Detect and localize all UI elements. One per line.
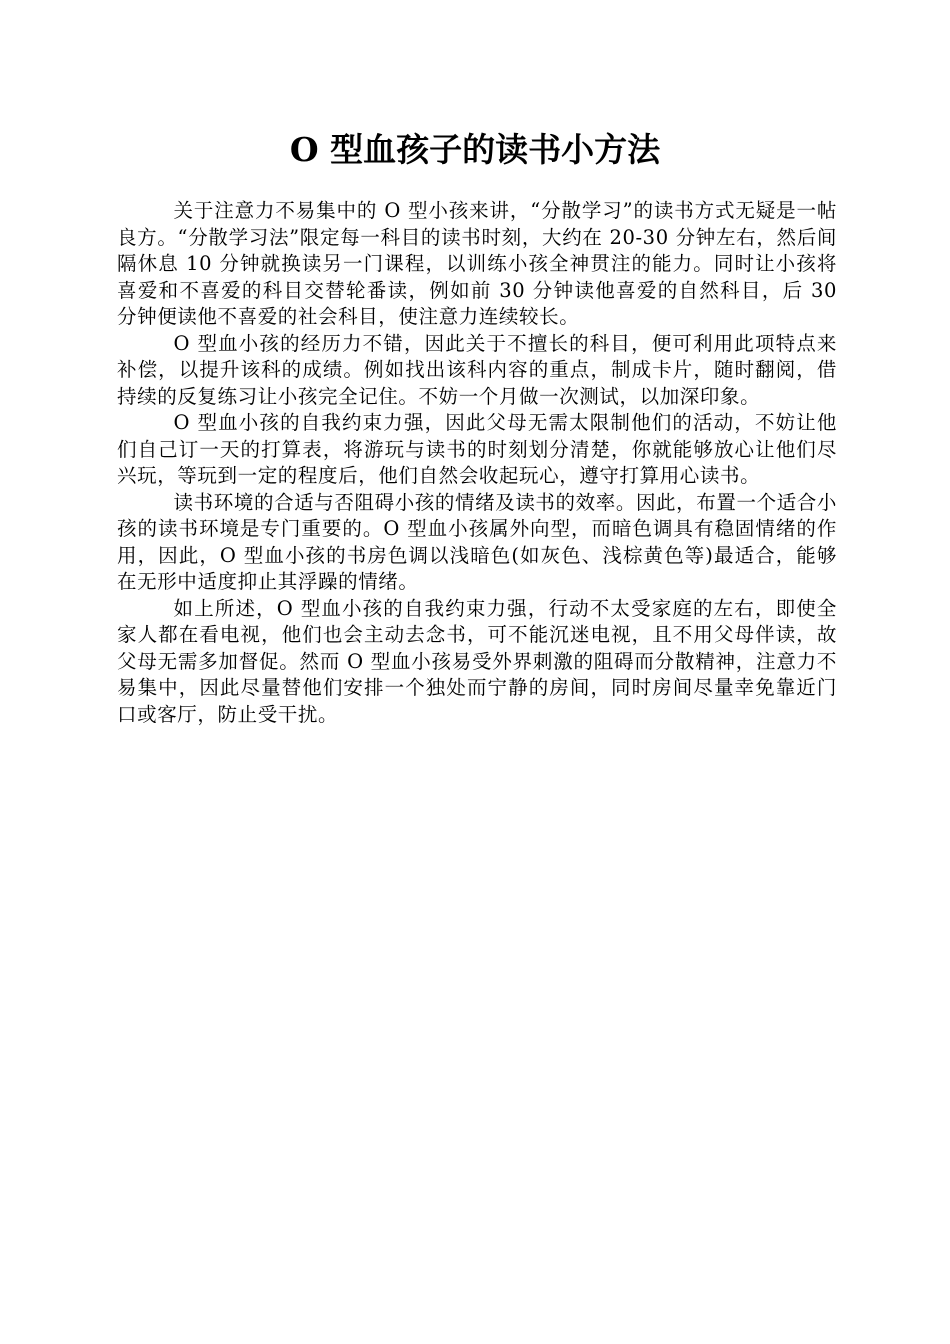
document-title: O 型血孩子的读书小方法 — [289, 130, 661, 169]
paragraph: 读书环境的合适与否阻碍小孩的情绪及读书的效率。因此，布置一个适合小孩的读书环境是专门重要的。O 型血小孩属外向型，而暗色调具有稳固情绪的作用，因此，O 型血小孩的书房色调以浅暗色(如灰色、浅棕黄色等)最适合，能够在无形中适度抑止其浮躁的情绪。 — [117, 490, 837, 593]
paragraph: 如上所述，O 型血小孩的自我约束力强，行动不太受家庭的左右，即使全家人都在看电视，他们也会主动去念书，可不能沉迷电视，且不用父母伴读，故父母无需多加督促。然而 O 型血小孩易受外界刺激的阻碍而分散精神，注意力不易集中，因此尽量替他们安排一个独处而宁静的房间，同时房间尽量幸免靠近门口或客厅，防止受干扰。 — [117, 596, 837, 726]
paragraph: 关于注意力不易集中的 O 型小孩来讲，“分散学习”的读书方式无疑是一帖良方。“分散学习法”限定每一科目的读书时刻，大约在 20-30 分钟左右，然后间隔休息 10 分钟就换读另一门课程，以训练小孩全神贯注的能力。同时让小孩将喜爱和不喜爱的科目交替轮番读，例如前 30 分钟读他喜爱的自然科目，后 30 分钟便读他不喜爱的社会科目，使注意力连续较长。 — [117, 199, 837, 328]
paragraph: O 型血小孩的经历力不错，因此关于不擅长的科目，便可利用此项特点来补偿，以提升该科的成绩。例如找出该科内容的重点，制成卡片，随时翻阅，借持续的反复练习让小孩完全记住。不妨一个月做一次测试，以加深印象。 — [117, 331, 837, 408]
document-body — [117, 198, 837, 728]
paragraph: O 型血小孩的自我约束力强，因此父母无需太限制他们的活动，不妨让他们自己订一天的打算表，将游玩与读书的时刻划分清楚，你就能够放心让他们尽兴玩，等玩到一定的程度后，他们自然会收起玩心，遵守打算用心读书。 — [117, 411, 837, 487]
